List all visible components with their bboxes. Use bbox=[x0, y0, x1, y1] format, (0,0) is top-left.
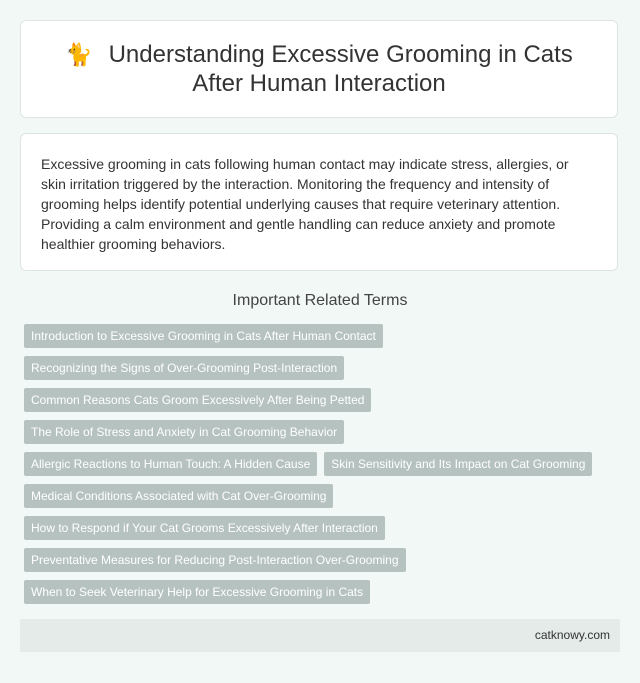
summary-card bbox=[20, 133, 618, 271]
page-title-text: Understanding Excessive Grooming in Cats After Human Interaction bbox=[108, 41, 573, 97]
related-term-tag[interactable]: Preventative Measures for Reducing Post-Interaction Over-Grooming bbox=[24, 548, 406, 572]
term-row bbox=[24, 388, 624, 412]
related-term-tag[interactable]: The Role of Stress and Anxiety in Cat Grooming Behavior bbox=[24, 420, 344, 444]
related-term-tag[interactable]: Medical Conditions Associated with Cat Over-Grooming bbox=[24, 484, 333, 508]
related-terms-heading: Important Related Terms bbox=[232, 292, 408, 309]
related-term-tag[interactable]: How to Respond if Your Cat Grooms Excessively After Interaction bbox=[24, 516, 385, 540]
related-term-tag[interactable]: Recognizing the Signs of Over-Grooming Post-Interaction bbox=[24, 356, 344, 380]
term-row bbox=[24, 356, 624, 380]
term-row bbox=[24, 452, 624, 476]
footer-site-link[interactable]: catknowy.com bbox=[534, 628, 610, 642]
related-term-tag[interactable]: Introduction to Excessive Grooming in Cats After Human Contact bbox=[24, 324, 383, 348]
footer bbox=[20, 619, 620, 652]
related-term-tag[interactable]: When to Seek Veterinary Help for Excessive Grooming in Cats bbox=[24, 580, 370, 604]
term-row bbox=[24, 484, 624, 508]
term-row bbox=[24, 580, 624, 604]
title-card bbox=[20, 20, 618, 118]
related-term-tag[interactable]: Skin Sensitivity and Its Impact on Cat Grooming bbox=[324, 452, 592, 476]
term-row bbox=[24, 516, 624, 540]
related-terms-list bbox=[24, 324, 624, 612]
term-row bbox=[24, 548, 624, 572]
term-row bbox=[24, 420, 624, 444]
cat-icon: 🐈 bbox=[65, 42, 93, 67]
page-title bbox=[21, 40, 617, 98]
related-term-tag[interactable]: Common Reasons Cats Groom Excessively After Being Petted bbox=[24, 388, 371, 412]
summary-text: Excessive grooming in cats following human contact may indicate stress, allergies, or skin irritation triggered by the interaction. Monitoring the frequency and intensity of grooming helps identify potential underlying causes that require veterinary attention. Providing a calm environment and gentle handling can reduce anxiety and promote healthier grooming behaviors. bbox=[41, 156, 569, 252]
related-term-tag[interactable]: Allergic Reactions to Human Touch: A Hidden Cause bbox=[24, 452, 317, 476]
term-row bbox=[24, 324, 624, 348]
